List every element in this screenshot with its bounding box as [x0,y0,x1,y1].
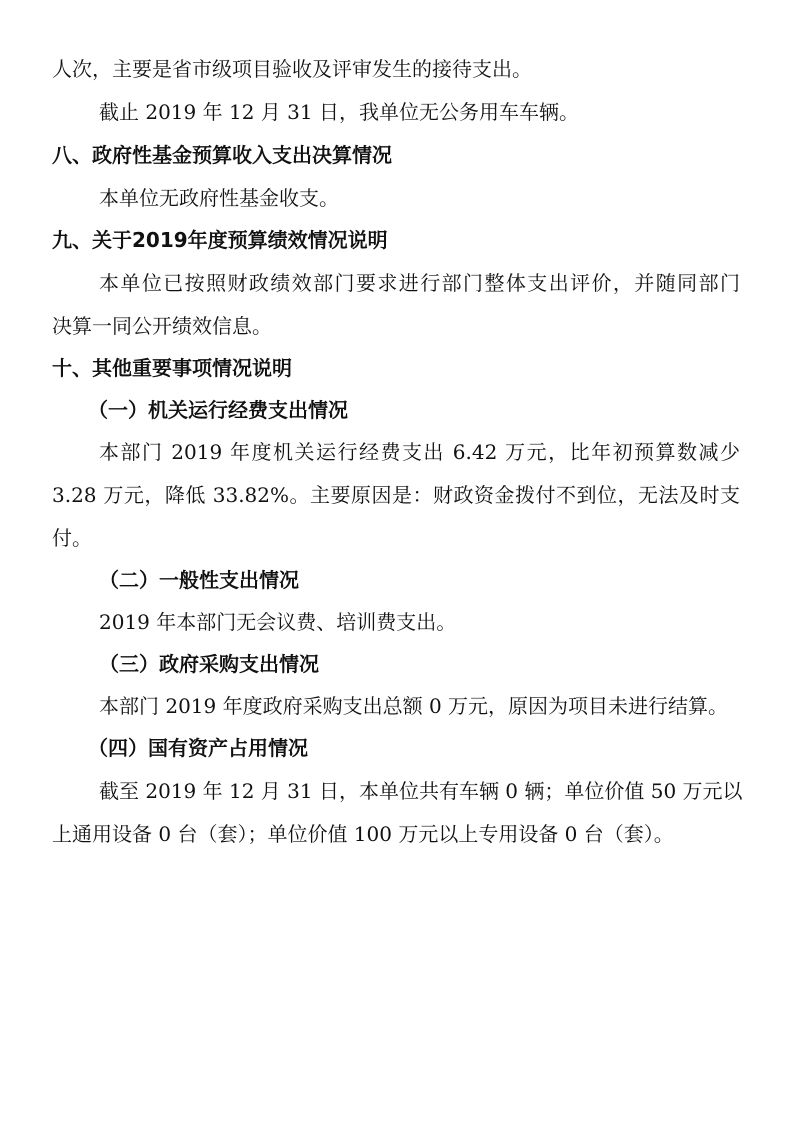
section-heading-10: 十、其他重要事项情况说明 [52,356,292,380]
paragraph-vehicles-line1: 截止 2019 年 12 月 31 日，我单位无公务用车车辆。 [99,100,579,124]
paragraph-reception-line1: 人次，主要是省市级项目验收及评审发生的接待支出。 [52,57,532,81]
paragraph-procurement-line1: 本部门 2019 年度政府采购支出总额 0 万元，原因为项目未进行结算。 [99,694,729,718]
paragraph-operating-funds-line2: 3.28 万元，降低 33.82%。主要原因是：财政资金拨付不到位，无法及时支 [52,483,740,507]
paragraph-fund-line1: 本单位无政府性基金收支。 [99,186,339,210]
paragraph-operating-funds-line3: 付。 [52,526,92,550]
subsection-heading-3: （三）政府采购支出情况 [99,652,319,676]
paragraph-operating-funds-line1: 本部门 2019 年度机关运行经费支出 6.42 万元，比年初预算数减少 [99,440,740,464]
paragraph-assets-line1: 截至 2019 年 12 月 31 日，本单位共有车辆 0 辆；单位价值 50 万元以 [99,779,743,803]
paragraph-assets-line2: 上通用设备 0 台（套）；单位价值 100 万元以上专用设备 0 台（套）。 [52,822,674,846]
subsection-heading-2: （二）一般性支出情况 [99,568,299,592]
section-heading-8: 八、政府性基金预算收入支出决算情况 [52,143,392,167]
section-heading-9: 九、关于2019年度预算绩效情况说明 [52,228,388,252]
paragraph-performance-line2: 决算一同公开绩效信息。 [52,314,272,338]
subsection-heading-4: （四）国有资产占用情况 [88,736,308,760]
paragraph-general-expense-line1: 2019 年本部门无会议费、培训费支出。 [99,610,457,634]
paragraph-performance-line1: 本单位已按照财政绩效部门要求进行部门整体支出评价，并随同部门 [99,271,740,295]
subsection-heading-1: （一）机关运行经费支出情况 [88,398,348,422]
